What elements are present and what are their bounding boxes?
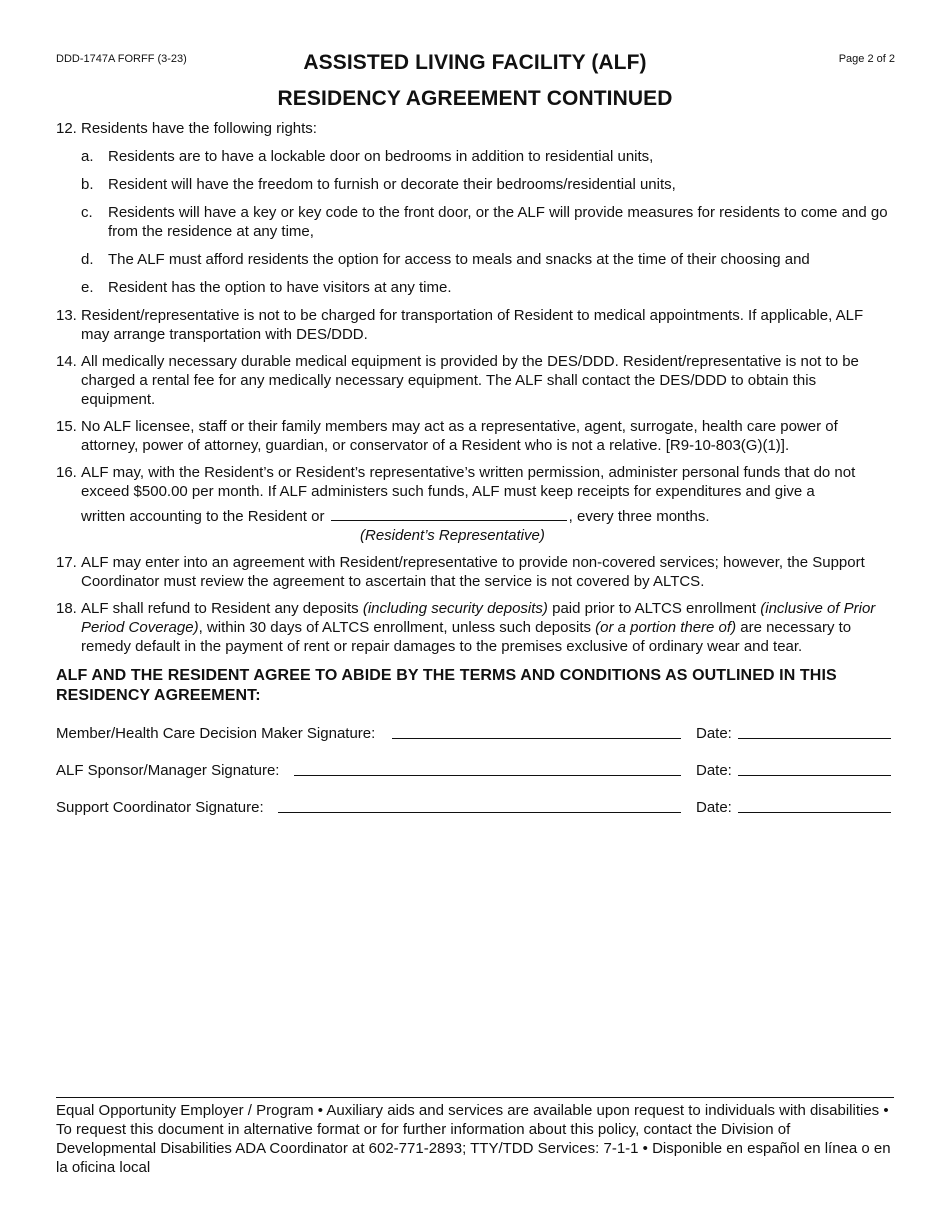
item-16 — [56, 463, 894, 545]
item-text: ALF may, with the Resident’s or Resident’s representative’s written permission, administer personal funds that do not exceed $500.00 per month. If ALF administers such funds, ALF must keep receipts for expenditures and give a — [81, 464, 856, 500]
sponsor-date-field[interactable] — [738, 775, 891, 776]
item-12 — [56, 119, 894, 138]
item-text-part: are necessary to remedy default in the payment of rent or repair damages to the premises exclusive of ordinary wear and tear. — [81, 619, 852, 655]
representative-line — [81, 507, 894, 526]
item-18 — [56, 599, 894, 656]
item-13 — [56, 306, 894, 344]
sponsor-signature-label: ALF Sponsor/Manager Signature: — [56, 762, 280, 779]
item-number: 17. — [56, 554, 77, 571]
line-text-before: written accounting to the Resident or — [81, 508, 325, 525]
item-text-part: , within 30 days of ALTCS enrollment, unless such deposits — [198, 619, 596, 636]
subitem-text: Residents are to have a lockable door on bedrooms in addition to residential units, — [108, 148, 654, 165]
item-text: No ALF licensee, staff or their family members may act as a representative, agent, surrogate, health care power of attorney, power of attorney, guardian, or conservator of a Resident who is not a relative. [R9-10-803(G)(1)]. — [81, 418, 838, 454]
form-id: DDD-1747A FORFF (3-23) — [56, 53, 187, 65]
subitem-letter: c. — [81, 204, 93, 221]
item-text-italic: (or a portion there of) — [595, 619, 737, 636]
item-15 — [56, 417, 894, 455]
subitem-a — [56, 147, 894, 166]
item-text-italic: (inclusive of Prior Period Coverage) — [81, 600, 876, 636]
member-signature-field[interactable] — [392, 738, 681, 739]
page-subtitle: RESIDENCY AGREEMENT CONTINUED — [277, 87, 673, 110]
agreement-body — [56, 119, 894, 835]
date-label: Date: — [696, 762, 732, 779]
item-14 — [56, 352, 894, 409]
item-text-part: paid prior to ALTCS enrollment — [547, 600, 761, 617]
footer-notice: Equal Opportunity Employer / Program • Auxiliary aids and services are available upon request to individuals with disabilities • To request this document in alternative format or for further information about this policy, contact the Division of Developmental Disabilities ADA Coordinator at 602-771-2893; TTY/TDD Services: 7-1-1 • Disponible en español en línea o en la oficina local — [56, 1102, 891, 1176]
item-number: 12. — [56, 120, 77, 137]
item-17 — [56, 553, 894, 591]
representative-caption: (Resident’s Representative) — [360, 527, 545, 544]
member-date-field[interactable] — [738, 738, 891, 739]
subitem-text: The ALF must afford residents the option for access to meals and snacks at the time of their choosing and — [108, 251, 810, 268]
item-number: 16. — [56, 464, 77, 481]
item-text-italic: (including security deposits) — [362, 600, 548, 617]
footer-divider — [56, 1097, 894, 1098]
item-text: Resident/representative is not to be charged for transportation of Resident to medical appointments. If applicable, ALF may arrange transportation with DES/DDD. — [81, 307, 864, 343]
date-label: Date: — [696, 799, 732, 816]
item-number: 13. — [56, 307, 77, 324]
coordinator-date-field[interactable] — [738, 812, 891, 813]
sponsor-signature-field[interactable] — [294, 775, 681, 776]
coordinator-signature-field[interactable] — [278, 812, 681, 813]
subitem-text: Resident will have the freedom to furnish or decorate their bedrooms/residential units, — [108, 176, 676, 193]
item-number: 14. — [56, 353, 77, 370]
item-text: ALF may enter into an agreement with Resident/representative to provide non-covered services; however, the Support Coordinator must review the agreement to ascertain that the service is not covered by ALTCS. — [81, 554, 865, 590]
member-signature-row — [56, 724, 894, 761]
subitem-letter: a. — [81, 148, 94, 165]
sponsor-signature-row — [56, 761, 894, 798]
subitem-text: Resident has the option to have visitors at any time. — [108, 279, 452, 296]
coordinator-signature-label: Support Coordinator Signature: — [56, 799, 264, 816]
subitem-letter: b. — [81, 176, 94, 193]
page-number: Page 2 of 2 — [838, 53, 895, 65]
subitem-b — [56, 175, 894, 194]
coordinator-signature-row — [56, 798, 894, 835]
item-number: 15. — [56, 418, 77, 435]
agreement-heading: ALF AND THE RESIDENT AGREE TO ABIDE BY THE TERMS AND CONDITIONS AS OUTLINED IN THIS RESIDENCY AGREEMENT: — [56, 667, 837, 704]
subitem-text: Residents will have a key or key code to the front door, or the ALF will provide measures for residents to come and go from the residence at any time, — [108, 204, 888, 240]
representative-blank[interactable] — [331, 508, 567, 521]
item-text: All medically necessary durable medical equipment is provided by the DES/DDD. Resident/representative is not to be charged a rental fee for any medically necessary equipment. The ALF shall contact the DES/DDD to obtain this equipment. — [81, 353, 859, 408]
subitem-c — [56, 203, 894, 241]
subitem-letter: d. — [81, 251, 94, 268]
item-text: Residents have the following rights: — [81, 120, 317, 137]
item-text-part: ALF shall refund to Resident any deposits — [81, 600, 363, 617]
line-text-after: , every three months. — [568, 508, 710, 525]
item-number: 18. — [56, 600, 77, 617]
subitem-e — [56, 278, 894, 297]
member-signature-label: Member/Health Care Decision Maker Signature: — [56, 725, 376, 742]
subitem-letter: e. — [81, 279, 94, 296]
page-title: ASSISTED LIVING FACILITY (ALF) — [303, 51, 647, 74]
date-label: Date: — [696, 725, 732, 742]
subitem-d — [56, 250, 894, 269]
